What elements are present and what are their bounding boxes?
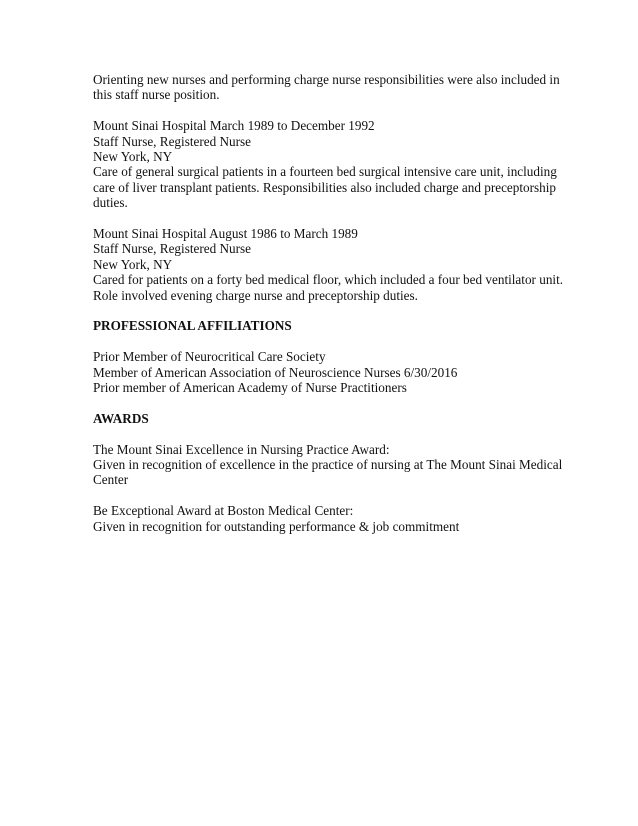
- job-location: New York, NY: [93, 256, 173, 272]
- job-entry: [93, 118, 557, 211]
- job-employer-dates: Mount Sinai Hospital August 1986 to March 1989: [93, 226, 358, 242]
- job-description-line: care of liver transplant patients. Responsibilities also included charge and preceptorship: [93, 179, 557, 195]
- job-title: Staff Nurse, Registered Nurse: [93, 133, 251, 149]
- awards-heading: AWARDS: [93, 410, 149, 426]
- award-name: The Mount Sinai Excellence in Nursing Practice Award:: [93, 441, 390, 457]
- job-description-line: Cared for patients on a forty bed medical floor, which included a four bed ventilator unit.: [93, 272, 564, 288]
- affiliation-item: Member of American Association of Neuroscience Nurses 6/30/2016: [93, 364, 458, 380]
- award-name: Be Exceptional Award at Boston Medical Center:: [93, 503, 354, 519]
- affiliations-list: [93, 349, 553, 395]
- award-description-line: Given in recognition for outstanding performance & job commitment: [93, 518, 460, 534]
- affiliation-item: Prior member of American Academy of Nurse Practitioners: [93, 380, 407, 396]
- job-description-line: duties.: [93, 195, 128, 211]
- job-entry: [93, 226, 564, 303]
- intro-line: this staff nurse position.: [93, 87, 220, 103]
- job-employer-dates: Mount Sinai Hospital March 1989 to December 1992: [93, 118, 375, 134]
- award-entry: [93, 503, 553, 534]
- affiliation-item: Prior Member of Neurocritical Care Society: [93, 349, 326, 365]
- resume-page: [93, 72, 564, 549]
- intro-line: Orienting new nurses and performing charge nurse responsibilities were also included in: [93, 72, 560, 87]
- job-title: Staff Nurse, Registered Nurse: [93, 241, 251, 257]
- award-entry: [93, 441, 563, 488]
- award-description-line: Center: [93, 472, 129, 488]
- award-description-line: Given in recognition of excellence in the practice of nursing at The Mount Sinai Medical: [93, 457, 563, 473]
- job-description-line: Care of general surgical patients in a fourteen bed surgical intensive care unit, including: [93, 164, 557, 180]
- job-location: New York, NY: [93, 149, 173, 165]
- affiliations-heading: PROFESSIONAL AFFILIATIONS: [93, 318, 292, 334]
- job-description-line: Role involved evening charge nurse and preceptorship duties.: [93, 287, 418, 303]
- experience-intro: [93, 72, 560, 103]
